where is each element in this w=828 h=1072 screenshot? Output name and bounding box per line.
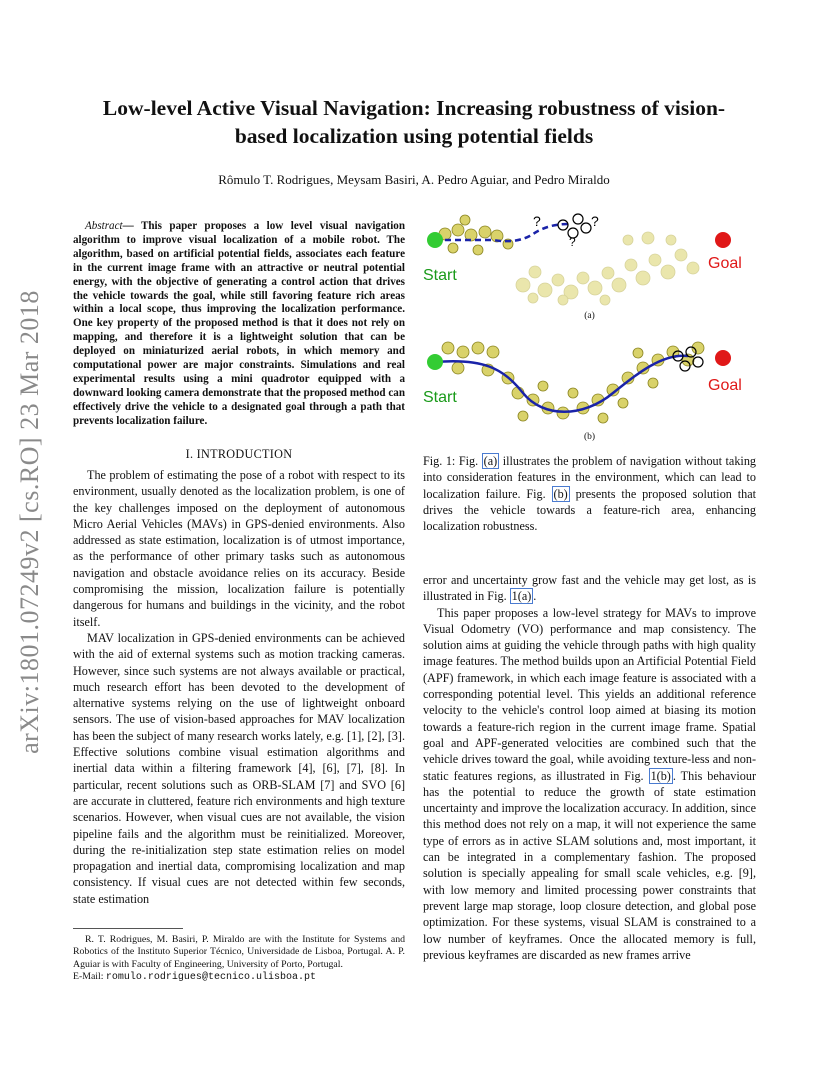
subfigure-label-b: (b) bbox=[583, 432, 596, 442]
fig-1b-link[interactable]: 1(b) bbox=[650, 768, 671, 783]
footnote bbox=[73, 934, 405, 985]
paper-title: Low-level Active Visual Navigation: Increasing robustness of vision-based localization using potential fields bbox=[102, 96, 726, 148]
intro-paragraph-1: The problem of estimating the pose of a robot with respect to its environment, usually denoted as the localization problem, is one of the key challenges imposed on the deployment of autonomous Micro Aerial Vehicles (MAVs) in GPS-denied environments. Also addressed as state estimation, localization is of utmost importance, as the performance of other primary tasks such as autonomous navigation and obstacle avoidance relies on its accuracy. Beside compromising the mission, localization failure is potentially dangerous for humans and buildings in the vicinity, and the robot itself. bbox=[73, 468, 405, 629]
question-mark-icon: ? bbox=[533, 213, 541, 229]
email-label: E-Mail: bbox=[73, 971, 106, 983]
figure-1b bbox=[423, 338, 756, 428]
right-paragraph-1: error and uncertainty grow fast and the vehicle may get lost, as is illustrated in Fig. 1(a) . bbox=[423, 573, 756, 604]
figure-1a bbox=[423, 210, 756, 310]
right-paragraph-2: This paper proposes a low-level strategy for MAVs to improve Visual Odometry (VO) performance and map consistency. The solution aims at guiding the vehicle through paths with high quality image features. The method builds upon an Artificial Potential Field (APF) framework, in which each image feature is associated with a corresponding potential level. This yields an additional reference velocity to the vehicle's control loop aimed at biasing its motion towards a feature-rich region in the current image frame. Spatial goal and APF-generated velocities are combined such that the vehicle drives toward the goal, while avoiding texture-less and non-static features regions, as illustrated in Fig. 1(b) . This behaviour has the potential to reduce the growth of state estimation uncertainty and improve the localization accuracy. In addition, since this method does not rely on a map, it will not experience the same type of errors as in active SLAM solutions and, most important, it can be integrated in a complementary fashion. The proposed solution is specially appealing for small scale vehicles, e.g. [9], with low memory and limited processing power constraints that prevent large map storage, loop closure detection, and global pose optimization. For these systems, visual SLAM is constrained to a low number of keyframes. Once the allocated memory is full, previous keyframes are discarded as new frames arrive bbox=[423, 605, 757, 962]
intro-paragraph-2: MAV localization in GPS-denied environments can be achieved with the aid of external systems such as motion tracking cameras. However, since such systems are not always available or practical, much research effort has been devoted to the development of alternative systems relying on the use of lightweight onboard sensors. The use of vision-based approaches for MAV localization has been the subject of many research works lately, e.g. [1], [2], [3]. Effective solutions combine visual estimation algorithms and inertial data within a filtering framework [4], [6], [7], [8]. In particular, recent solutions such as ORB-SLAM [7] and SVO [6] are accurate in cluttered, feature rich environments and high texture scenarios. However, when visual cues are not available, the vision pipeline fails and the algorithm must be reinitialized. Moreover, during the re-initialization step state estimation relies on model propagation and inertial data, compromising localization and map consistency. If visual cues are not detected within few seconds, state estimation bbox=[73, 630, 405, 906]
abstract bbox=[73, 220, 405, 429]
section-heading: I. INTRODUCTION bbox=[185, 447, 293, 461]
goal-label-b: Goal bbox=[708, 377, 742, 394]
email-address: romulo.rodrigues@tecnico.ulisboa.pt bbox=[105, 972, 316, 984]
fig-1a-link[interactable]: 1(a) bbox=[511, 589, 532, 604]
abstract-text: — This paper proposes a low level visual navigation algorithm to improve visual localization of a mobile robot. The algorithm, based on artificial potential fields, associates each feature in the current image frame with an attractive or neutral potential energy, with the objective of generating a control action that drives the vehicle towards the goal, while still favoring feature rich areas within a local scope, thus improving the localization performance. One key property of the proposed method is that it does not rely on mapping, and therefore it is a lightweight solution that can be deployed on miniaturized aerial robots, in which memory and computational power are major constraints. Simulations and real experimental results using a mini quadrotor equipped with a downward looking camera demonstrate that the proposed method can effectively drive the vehicle to a designated goal through a path that prevents localization failure. bbox=[73, 220, 405, 427]
footnote-divider bbox=[73, 928, 183, 929]
start-label-a: Start bbox=[423, 267, 457, 284]
author-list: Rômulo T. Rodrigues, Meysam Basiri, A. Pedro Aguiar, and Pedro Miraldo bbox=[218, 172, 610, 187]
right-column-body bbox=[423, 572, 756, 963]
intro-body bbox=[73, 467, 405, 907]
arxiv-watermark: arXiv:1801.07249v2 [cs.RO] 23 Mar 2018 bbox=[15, 290, 44, 754]
abstract-label: Abstract bbox=[85, 220, 123, 232]
subfigure-label-a: (a) bbox=[584, 311, 595, 321]
figure-caption: Fig. 1: Fig. (a) illustrates the problem of navigation without taking into consideration features in the environment, which can lead to localization failure. Fig. (b) presents the proposed solution that drives the vehicle towards a feature-rich area, enhancing localization robustness. bbox=[423, 454, 757, 534]
start-label-b: Start bbox=[423, 389, 457, 406]
question-mark-icon: ? bbox=[569, 235, 576, 249]
goal-label-a: Goal bbox=[708, 255, 742, 272]
question-mark-icon: ? bbox=[591, 213, 599, 229]
figure-ref-a-link[interactable]: (a) bbox=[483, 454, 498, 468]
figure-ref-b-link[interactable]: (b) bbox=[553, 486, 568, 501]
footnote-affiliations: R. T. Rodrigues, M. Basiri, P. Miraldo are with the Institute for Systems and Robotics of the Instituto Superior Técnico, Universidade de Lisboa, Portugal. A. P. Aguiar is with Faculty of Engineering, University of Porto, Portugal. bbox=[73, 934, 405, 970]
